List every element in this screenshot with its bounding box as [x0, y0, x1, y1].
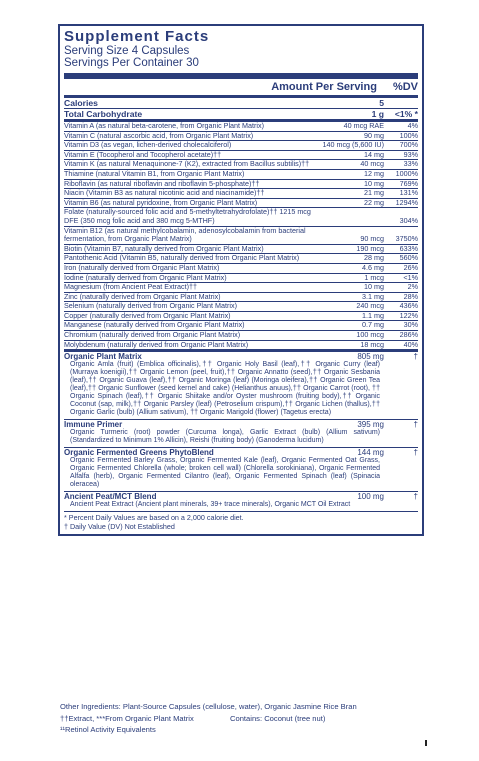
- row-qty: 190 mcg: [356, 243, 384, 253]
- blend-qty: 395 mg: [357, 420, 384, 430]
- row-qty: 1 mcg: [364, 272, 384, 282]
- row-qty: 5: [379, 98, 384, 108]
- row-dv: 2%: [407, 282, 418, 292]
- footnote-dv: * Percent Daily Values are based on a 2,000 calorie diet.: [64, 513, 244, 523]
- row-name: Vitamin A (as natural beta-carotene, from Organic Plant Matrix): [64, 121, 265, 130]
- row-name: Niacin (Vitamin B3 as natural nicotinic acid and niacinamide)††: [64, 188, 265, 198]
- row-dv: 1294%: [395, 197, 418, 207]
- nutrient-row: [64, 341, 418, 353]
- calories-row: [64, 98, 418, 109]
- other-info: [60, 702, 430, 734]
- row-name: Vitamin D3 (as vegan, lichen-derived cholecalciferol): [64, 140, 232, 150]
- blend-block: [64, 492, 418, 512]
- row-name: Selenium (naturally derived from Organic Plant Matrix): [64, 301, 237, 311]
- row-qty: 28 mg: [364, 253, 384, 263]
- blend-header: [64, 353, 418, 361]
- blend-dv: †: [413, 492, 418, 502]
- blend-dv: †: [413, 352, 418, 362]
- row-qty: 1 g: [371, 109, 384, 119]
- row-name: Vitamin K (as natural Menaquinone-7 (K2), extracted from Bacillus subtilis)††: [64, 159, 310, 169]
- nutrient-row: [64, 208, 418, 226]
- row-qty: 140 mcg (5,600 IU): [322, 140, 384, 150]
- amount-header: Amount Per Serving: [271, 81, 377, 93]
- row-qty: 3.1 mg: [362, 291, 384, 301]
- row-dv: 100%: [399, 130, 418, 140]
- row-name: Vitamin B6 (as natural pyridoxine, from Organic Plant Matrix): [64, 197, 258, 207]
- row-dv: 633%: [399, 243, 418, 253]
- blend-qty: 805 mg: [357, 352, 384, 362]
- row-qty: 90 mcg: [360, 234, 384, 244]
- row-name: Iron (naturally derived from Organic Plant Matrix): [64, 262, 220, 272]
- blend-dv: †: [413, 420, 418, 430]
- blend-qty: 100 mg: [357, 492, 384, 502]
- row-dv: 26%: [403, 262, 418, 272]
- servings-per-container: Servings Per Container 30: [64, 57, 199, 69]
- blend-name: Organic Fermented Greens PhytoBlend: [64, 448, 214, 458]
- row-name: Pantothenic Acid (Vitamin B5, naturally derived from Organic Plant Matrix): [64, 253, 300, 263]
- panel-title: Supplement Facts: [64, 28, 210, 45]
- blend-header: [64, 449, 418, 457]
- row-name: Calories: [64, 98, 98, 108]
- row-dv: 304%: [399, 215, 418, 225]
- row-dv: <1% *: [394, 109, 418, 119]
- row-dv: 286%: [399, 330, 418, 340]
- contains-note: Contains: Coconut (tree nut): [230, 714, 326, 723]
- row-qty: 21 mg: [364, 188, 384, 198]
- row-qty: 1.1 mg: [362, 310, 384, 320]
- blend-block: [64, 420, 418, 448]
- blend-name: Ancient Peat/MCT Blend: [64, 492, 157, 502]
- row-dv: 560%: [399, 253, 418, 263]
- row-name: Vitamin E (Tocopherol and Tocopherol acetate)††: [64, 149, 222, 159]
- blend-header: [64, 421, 418, 429]
- row-name: Thiamine (natural Vitamin B1, from Organic Plant Matrix): [64, 168, 245, 178]
- row-qty: 10 mg: [364, 178, 384, 188]
- footnotes: [64, 512, 418, 531]
- row-name: Riboflavin (as natural riboflavin and riboflavin 5-phosphate)††: [64, 178, 260, 188]
- row-name: Magnesium (from Ancient Peat Extract)††: [64, 282, 198, 292]
- row-dv: 4%: [407, 121, 418, 130]
- row-name: Molybdenum (naturally derived from Organic Plant Matrix): [64, 339, 249, 349]
- blend-block: [64, 448, 418, 492]
- row-qty: 18 mcg: [360, 339, 384, 349]
- row-name: Total Carbohydrate: [64, 109, 143, 119]
- row-dv: 131%: [399, 188, 418, 198]
- row-dv: 28%: [403, 291, 418, 301]
- blend-ingredients: Organic Fermented Barley Grass, Organic Fermented Kale (leaf), Organic Fermented Oat Grass, Organic Fermented Chlorella (whole; broken cell wall) (Chlorella sorokiniana), Organic Fermented Alfalfa (herb), Organic Fermented Cilantro (leaf), Organic Fermented Spinach (leaf) (Spinacia oleracea): [70, 457, 380, 489]
- row-qty: 22 mg: [364, 197, 384, 207]
- supplement-facts-panel: [58, 24, 424, 536]
- row-name: Vitamin C (natural ascorbic acid, from Organic Plant Matrix): [64, 130, 254, 140]
- blend-header: [64, 493, 418, 501]
- row-name: Zinc (naturally derived from Organic Plant Matrix): [64, 291, 221, 301]
- footnote-not-established: † Daily Value (DV) Not Established: [64, 521, 175, 531]
- row-dv: 1000%: [395, 168, 418, 178]
- row-dv: 93%: [403, 149, 418, 159]
- row-name: Chromium (naturally derived from Organic Plant Matrix): [64, 330, 241, 340]
- nutrient-list: [64, 122, 418, 352]
- row-qty: 100 mcg: [356, 330, 384, 340]
- row-qty: 40 mcg: [360, 159, 384, 169]
- retinol-note: ¹¹Retinol Activity Equivalents: [60, 725, 156, 734]
- row-dv: 436%: [399, 301, 418, 311]
- dv-header: %DV: [392, 81, 418, 93]
- serving-size: Serving Size 4 Capsules: [64, 45, 190, 57]
- row-name: Folate (naturally-sourced folic acid and 5-methyltetrahydrofolate)†† 1215 mcg DFE (350 mcg folic acid and 380 mcg 5-MTHF): [64, 207, 311, 225]
- row-qty: 90 mg: [364, 130, 384, 140]
- blend-name: Immune Primer: [64, 420, 123, 430]
- row-dv: <1%: [403, 272, 418, 282]
- blend-qty: 144 mg: [357, 448, 384, 458]
- row-dv: 33%: [403, 159, 418, 169]
- row-qty: 14 mg: [364, 149, 384, 159]
- row-qty: 12 mg: [364, 168, 384, 178]
- blend-ingredients: Organic Turmeric (root) powder (Curcuma longa), Garlic Extract (bulb) (Allium sativum) (Standardized to Minimum 1% Allicin), Reishi (fruiting body) (Ganoderma lucidum): [70, 429, 380, 445]
- row-qty: 0.7 mg: [362, 320, 384, 330]
- blend-list: [64, 352, 418, 512]
- blend-block: [64, 352, 418, 420]
- row-dv: 769%: [399, 178, 418, 188]
- column-header: [64, 73, 418, 98]
- row-name: Copper (naturally derived from Organic Plant Matrix): [64, 310, 231, 320]
- nutrient-row: [64, 227, 418, 245]
- row-qty: 10 mg: [364, 282, 384, 292]
- row-name: Iodine (naturally derived from Organic Plant Matrix): [64, 272, 227, 282]
- blend-name: Organic Plant Matrix: [64, 352, 142, 362]
- extract-note: ††Extract, ***From Organic Plant Matrix: [60, 714, 194, 723]
- row-name: Manganese (naturally derived from Organic Plant Matrix): [64, 320, 245, 330]
- extract-line: [60, 714, 430, 723]
- row-name: Vitamin B12 (as natural methylcobalamin, adenosylcobalamin from bacterial fermentation, from Organic Plant Matrix): [64, 225, 306, 244]
- other-ingredients: Other Ingredients: Plant-Source Capsules (cellulose, water), Organic Jasmine Rice Bran: [60, 702, 357, 711]
- row-dv: 30%: [403, 320, 418, 330]
- row-qty: 240 mcg: [356, 301, 384, 311]
- row-name: Biotin (Vitamin B7, naturally derived from Organic Plant Matrix): [64, 243, 264, 253]
- row-qty: 40 mcg RAE: [343, 121, 384, 130]
- blend-ingredients: Organic Amla (fruit) (Emblica officinalis),†† Organic Holy Basil (leaf),†† Organic Curry (leaf) (Murraya koenigii),†† Organic Lemon (peel, fruit),†† Organic Annatto (seed),†† Organic Sesbania (leaf),†† Organic Guava (leaf),†† Organic Moringa (leaf) (Moringa oleifera),†† Organic Green Tea (leaf),†† Organic Sunflower (seed kernel and cake) (Helianthus anuus),†† Organic Carrot (root), †† Organic Spinach (leaf),†† Organic Shiitake and/or Oyster mushroom (fruiting body),†† Organic Coconut (sap, milk),†† Organic Parsley (leaf) (Petroselium crispum),†† Organic Lichen (thallus),†† Organic Garlic (bulb) (Allium sativum), †† Organic Marigold (flower) (Tagetus erecta): [70, 361, 380, 417]
- edge-mark: [425, 740, 427, 746]
- row-dv: 122%: [399, 310, 418, 320]
- blend-ingredients: Ancient Peat Extract (Ancient plant minerals, 39+ trace minerals), Organic MCT Oil Extract: [70, 501, 351, 509]
- blend-dv: †: [413, 448, 418, 458]
- row-dv: 40%: [403, 339, 418, 349]
- row-qty: 4.6 mg: [362, 262, 384, 272]
- row-dv: 3750%: [395, 234, 418, 244]
- row-dv: 700%: [399, 140, 418, 150]
